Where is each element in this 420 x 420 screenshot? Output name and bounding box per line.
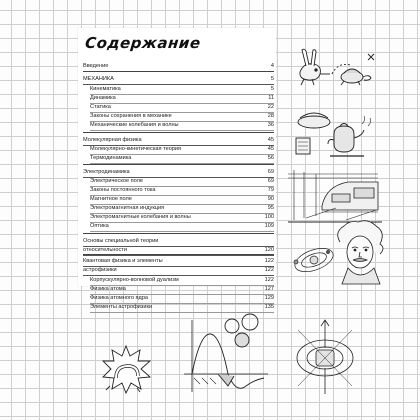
toc-subentry[interactable] [83, 186, 274, 194]
toc-subentry[interactable] [83, 154, 274, 162]
toc-entry-page: 122 [264, 277, 274, 283]
toc-entry-label: Динамика [90, 95, 116, 101]
toc-entry-page: 79 [267, 187, 274, 193]
toc-entry-page: 129 [264, 295, 274, 301]
section-divider [83, 254, 274, 255]
toc-entry-page: 5 [270, 76, 274, 82]
toc-entry-label: Введение [83, 63, 109, 69]
toc-entry-label: Квантовая физика и элементы [83, 258, 163, 264]
toc-entry-label: Электродинамика [83, 169, 130, 175]
toc-entry-page: 56 [267, 155, 274, 161]
toc-section[interactable] [83, 246, 274, 254]
magnetic-field-illustration [290, 318, 360, 396]
toc-entry-label: Корпускулярно-волновой дуализм [90, 277, 179, 283]
toc-entry-label: Элементы астрофизики [90, 304, 153, 310]
wave-graph-illustration [180, 312, 272, 394]
toc-subentry[interactable] [83, 85, 274, 93]
toc-section[interactable] [83, 266, 274, 274]
toc-entry-page: 122 [264, 258, 274, 264]
toc-entry-page: 127 [264, 286, 274, 292]
toc-entry-page: 45 [267, 146, 274, 152]
train-illustration [286, 166, 384, 224]
section-divider [83, 233, 274, 234]
toc-entry-page: 28 [267, 113, 274, 119]
toc-subentry[interactable] [83, 204, 274, 212]
solar-system-illustration [290, 240, 338, 280]
toc-entry-label: Законы сохранения в механике [90, 113, 172, 119]
toc-subentry[interactable] [83, 177, 274, 185]
toc-entry-label: Магнитное поле [90, 196, 132, 202]
toc-entry-page: 90 [267, 196, 274, 202]
toc-entry-page: 22 [267, 104, 274, 110]
toc-entry-page: 4 [270, 63, 274, 69]
section-divider [83, 132, 274, 133]
toc-entry-label: Оптика [90, 223, 109, 229]
toc-subentry[interactable] [83, 121, 274, 129]
toc-entry-label: Электромагнитная индукция [90, 205, 165, 211]
toc-section[interactable] [83, 136, 274, 144]
section-divider [83, 164, 274, 165]
toc-entry-page: 45 [267, 137, 274, 143]
toc-section[interactable] [83, 75, 274, 83]
toc-entry-label: Законы постоянного тока [90, 187, 156, 193]
toc-subentry[interactable] [83, 103, 274, 111]
section-divider [83, 71, 274, 72]
toc-subentry[interactable] [83, 294, 274, 302]
toc-entry-label: Кинематика [90, 86, 121, 92]
toc-entry-label: Основы специальной теории [83, 238, 159, 244]
toc-entry-label: МЕХАНИКА [83, 76, 114, 82]
toc-entry-label: относительности [83, 247, 127, 253]
teapot-illustration [290, 108, 382, 160]
toc-entry-label: Молекулярная физика [83, 137, 142, 143]
toc-subentry[interactable] [83, 285, 274, 293]
toc-section[interactable] [83, 168, 274, 176]
rabbit-turtle-illustration [292, 44, 382, 90]
toc-entry-label: Термодинамика [90, 155, 132, 161]
magnet-sparks-illustration [96, 344, 156, 398]
toc-entry-page: 69 [267, 169, 274, 175]
toc-subentry[interactable] [83, 94, 274, 102]
toc-entry-page: 95 [267, 205, 274, 211]
toc-entry-page: 120 [264, 247, 274, 253]
toc-title: Содержание [84, 34, 202, 52]
toc-entry-page: 11 [268, 95, 274, 101]
toc-entry-page: 5 [270, 86, 274, 92]
toc-entry-label: Молекулярно-кинетическая теория [90, 146, 182, 152]
toc-subentry[interactable] [83, 213, 274, 221]
toc-entry-label: астрофизики [83, 267, 117, 273]
toc-entry-page: 109 [264, 223, 274, 229]
toc-entry-label: Физика атомного ядра [90, 295, 149, 301]
toc-entry-label: Электрическое поле [90, 178, 144, 184]
toc-entry-label: Электромагнитные колебания и волны [90, 214, 191, 220]
toc-entry-page: 69 [267, 178, 274, 184]
toc-subentry[interactable] [83, 195, 274, 203]
toc-entry-page: 100 [264, 214, 274, 220]
toc-entry-label: Физика атома [90, 286, 126, 292]
toc-entry-label: Статика [90, 104, 111, 110]
toc-subentry[interactable] [83, 145, 274, 153]
toc-section[interactable] [83, 62, 274, 70]
toc-subentry[interactable] [83, 112, 274, 120]
toc-section[interactable] [83, 237, 274, 245]
einstein-illustration [330, 222, 392, 284]
toc-subentry[interactable] [83, 303, 274, 311]
toc-entry-page: 122 [264, 267, 274, 273]
toc-subentry[interactable] [83, 276, 274, 284]
toc-section[interactable] [83, 257, 274, 265]
toc-entry-page: 135 [264, 304, 274, 310]
toc-entry-label: Механические колебания и волны [90, 122, 179, 128]
toc-subentry[interactable] [83, 222, 274, 230]
toc-entry-page: 36 [267, 122, 274, 128]
